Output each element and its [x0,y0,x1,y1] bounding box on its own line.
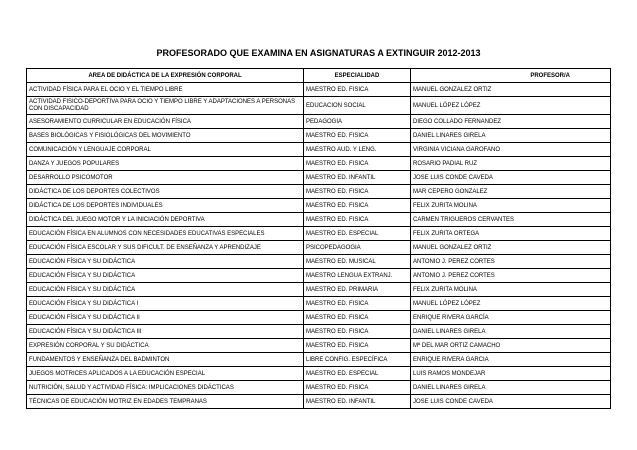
table-row [27,97,611,115]
table-row [27,213,611,227]
cell-especialidad: MAESTRO ED. INFANTIL [304,395,411,409]
assignments-table [26,68,611,409]
cell-especialidad: MAESTRO ED. FISICA [304,213,411,227]
cell-especialidad: MAESTRO ED. FISICA [304,83,411,97]
cell-profesor: DANIEL LINARES GIRELA [411,129,611,143]
table-row [27,83,611,97]
cell-especialidad: PSICOPEDAGOGIA [304,241,411,255]
table-row [27,325,611,339]
cell-especialidad: MAESTRO ED. FISICA [304,339,411,353]
cell-profesor: Mª DEL MAR ORTIZ CAMACHO [411,339,611,353]
cell-especialidad: MAESTRO ED. PRIMARIA [304,283,411,297]
table-header [27,69,611,83]
cell-asignatura: DESARROLLO PSICOMOTOR [27,171,304,185]
header-profesor: PROFESOR/A [411,69,611,83]
table-row [27,227,611,241]
cell-profesor: MANUEL GONZALEZ ORTIZ [411,83,611,97]
cell-profesor: ENRIQUE RIVERA GARCÍA [411,311,611,325]
cell-profesor: MANUEL GONZALEZ ORTIZ [411,241,611,255]
table-row [27,199,611,213]
cell-asignatura: EDUCACIÓN FÍSICA Y SU DIDÁCTICA I [27,297,304,311]
cell-profesor: ANTONIO J. PEREZ CORTES [411,255,611,269]
cell-asignatura: DIDÁCTICA DE LOS DEPORTES COLECTIVOS [27,185,304,199]
table-row [27,367,611,381]
cell-asignatura: ACTIVIDAD FÍSICA PARA EL OCIO Y EL TIEMPO LIBRE [27,83,304,97]
cell-asignatura: EDUCACIÓN FÍSICA Y SU DIDÁCTICA II [27,311,304,325]
cell-asignatura: EDUCACIÓN FÍSICA ESCOLAR Y SUS DIFICULT. DE ENSEÑANZA Y APRENDIZAJE [27,241,304,255]
cell-profesor: FELIX ZURITA MOLINA [411,283,611,297]
table-row [27,381,611,395]
cell-especialidad: MAESTRO ED. ESPECIAL [304,367,411,381]
cell-asignatura: COMUNICACIÓN Y LENGUAJE CORPORAL [27,143,304,157]
cell-especialidad: MAESTRO ED. FISICA [304,129,411,143]
cell-especialidad: MAESTRO LENGUA EXTRANJ. [304,269,411,283]
cell-profesor: FELIX ZURITA MOLINA [411,199,611,213]
cell-especialidad: MAESTRO ED. FISICA [304,185,411,199]
cell-profesor: JOSE LUIS CONDE CAVEDA [411,171,611,185]
cell-profesor: DIEGO COLLADO FERNANDEZ [411,115,611,129]
header-area: AREA DE DIDÁCTICA DE LA EXPRESIÓN CORPORAL [27,69,304,83]
cell-profesor: ROSARIO PADIAL RUZ [411,157,611,171]
cell-profesor: JOSE LUIS CONDE CAVEDA [411,395,611,409]
cell-profesor: ANTONIO J. PEREZ CORTES [411,269,611,283]
cell-asignatura: EDUCACIÓN FÍSICA EN ALUMNOS CON NECESIDADES EDUCATIVAS ESPECIALES [27,227,304,241]
cell-asignatura: BASES BIOLÓGICAS Y FISIOLÓGICAS DEL MOVIMIENTO [27,129,304,143]
cell-asignatura: DIDÁCTICA DEL JUEGO MOTOR Y LA INICIACIÓN DEPORTIVA [27,213,304,227]
cell-asignatura: ACTIVIDAD FISICO-DEPORTIVA PARA OCIO Y TIEMPO LIBRE Y ADAPTACIONES A PERSONAS CON DISCAPACIDAD [27,97,304,115]
table-row [27,255,611,269]
table-row [27,157,611,171]
cell-especialidad: MAESTRO ED. ESPECIAL [304,227,411,241]
cell-asignatura: EDUCACIÓN FÍSICA Y SU DIDÁCTICA III [27,325,304,339]
table-row [27,185,611,199]
table-row [27,297,611,311]
page-title: PROFESORADO QUE EXAMINA EN ASIGNATURAS A EXTINGUIR 2012-2013 [156,48,481,58]
cell-asignatura: EDUCACIÓN FÍSICA Y SU DIDÁCTICA [27,283,304,297]
cell-especialidad: MAESTRO ED. FISICA [304,297,411,311]
cell-especialidad: MAESTRO ED. FISICA [304,311,411,325]
cell-asignatura: ASESORAMIENTO CURRICULAR EN EDUCACIÓN FÍSICA [27,115,304,129]
cell-asignatura: EDUCACIÓN FÍSICA Y SU DIDÁCTICA [27,269,304,283]
table-row [27,129,611,143]
cell-profesor: DANIEL LINARES GIRELA [411,325,611,339]
cell-asignatura: DANZA Y JUEGOS POPULARES [27,157,304,171]
table-row [27,339,611,353]
cell-asignatura: DIDÁCTICA DE LOS DEPORTES INDIVIDUALES [27,199,304,213]
cell-especialidad: MAESTRO ED. FISICA [304,325,411,339]
cell-especialidad: MAESTRO ED. MUSICAL [304,255,411,269]
table-row [27,283,611,297]
cell-especialidad: MAESTRO ED. FISICA [304,381,411,395]
cell-asignatura: EXPRESIÓN CORPORAL Y SU DIDÁCTICA [27,339,304,353]
header-especialidad: ESPECIALIDAD [304,69,411,83]
cell-profesor: MANUEL LÓPEZ LÓPEZ [411,97,611,115]
cell-especialidad: LIBRE CONFIG. ESPECÍFICA [304,353,411,367]
cell-especialidad: EDUCACION SOCIAL [304,97,411,115]
table-row [27,353,611,367]
cell-asignatura: TÉCNICAS DE EDUCACIÓN MOTRIZ EN EDADES TEMPRANAS [27,395,304,409]
cell-asignatura: FUNDAMENTOS Y ENSEÑANZA DEL BADMINTON [27,353,304,367]
cell-especialidad: MAESTRO ED. FISICA [304,199,411,213]
cell-profesor: FELIX ZURITA ORTEGA [411,227,611,241]
cell-profesor: DANIEL LINARES GIRELA [411,381,611,395]
cell-profesor: MAR CEPERO GONZALEZ [411,185,611,199]
cell-asignatura: NUTRICIÓN, SALUD Y ACTIVIDAD FÍSICA: IMPLICACIONES DIDÁCTICAS [27,381,304,395]
table-row [27,311,611,325]
table-row [27,241,611,255]
cell-asignatura: JUEGOS MOTRICES APLICADOS A LA EDUCACIÓN ESPECIAL [27,367,304,381]
cell-especialidad: MAESTRO AUD. Y LENG. [304,143,411,157]
table-body [27,83,611,409]
cell-profesor: CARMEN TRIGUEROS CERVANTES [411,213,611,227]
cell-especialidad: MAESTRO ED. FISICA [304,157,411,171]
cell-especialidad: PEDAGOGIA [304,115,411,129]
cell-especialidad: MAESTRO ED. INFANTIL [304,171,411,185]
cell-profesor: LUIS RAMOS MONDEJAR [411,367,611,381]
table-row [27,115,611,129]
cell-profesor: MANUEL LÓPEZ LÓPEZ [411,297,611,311]
cell-asignatura: EDUCACIÓN FÍSICA Y SU DIDÁCTICA [27,255,304,269]
cell-profesor: VIRGINIA VICIANA GAROFANO [411,143,611,157]
table-row [27,395,611,409]
header-row [27,69,611,83]
cell-profesor: ENRIQUE RIVERA GARCIA [411,353,611,367]
table-row [27,143,611,157]
table-row [27,269,611,283]
table-row [27,171,611,185]
